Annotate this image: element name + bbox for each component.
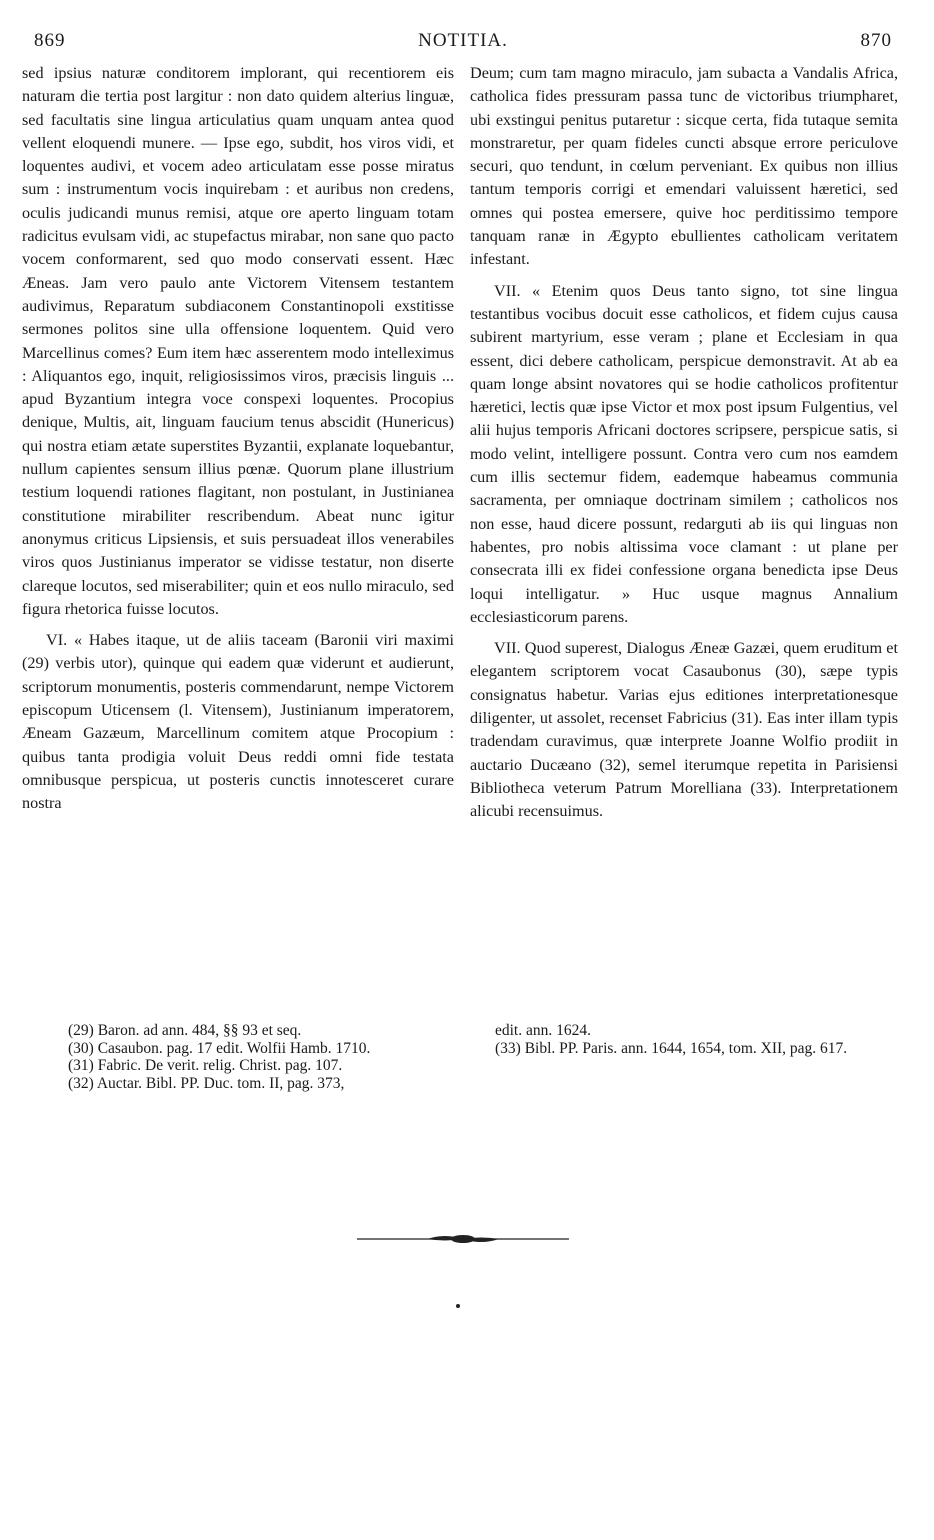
- page-number-left: 869: [34, 30, 66, 51]
- page-header: [34, 30, 892, 60]
- right-column: [470, 62, 898, 832]
- right-paragraph-2: VII. « Etenim quos Deus tanto signo, tot sine lingua testantibus vocibus docuit esse catholicos, et fidem cujus causa subirent martyrium, esse veram ; plane et Ecclesiam in qua essent, dici debere catholicam, perspicue demonstravit. At ab ea quam longe absint novatores qui se hodie catholicos profitentur hæretici, lectis quæ ipse Victor et mox post ipsum Fulgentius, vel alii hujus temporis Africani doctores scripsere, perspicue satis, si modo velint, intelligere possunt. Contra vero cum nos eamdem cum illis sectemur fidem, eademque habeamus communia sacramenta, per omniaque doctrinam similem ; catholicos nos non esse, haud dicere possunt, redarguti ab iis qui linguas non habentes, pro nobis altissima voce clamant : ut plane per consecrata illi ex fidei confessione organa benedicta ipse Deus loqui intelligatur. » Huc usque magnus Annalium ecclesiasticorum parens.: [470, 281, 898, 626]
- footnotes-right: [495, 1022, 900, 1057]
- right-paragraph-1: Deum; cum tam magno miraculo, jam subacta a Vandalis Africa, catholica fides pressuram passa tunc de victoribus triumpharet, ubi exstingui penitus putaretur : sicque certa, fida tutaque semita monstraretur, per quam fideles cuncti absque errore periculove securi, quo tendunt, in cœlum perveniant. Ex quibus non illius tantum temporis corrigi et emendari valuissent hæretici, sed omnes qui postea emersere, quive hoc perditissimo tempore tanquam ranæ in Ægypto ebullientes catholicam veritatem infestant.: [470, 64, 898, 269]
- end-ornament-icon: [357, 1231, 569, 1247]
- left-paragraph-1: sed ipsius naturæ conditorem implorant, qui recentiorem eis naturam die tertia post largitur : non dato quidem alterius linguæ, sed facultatis sine lingua articulatius quam unquam antea quod vellent eloquendi munere. — Ipse ego, subdit, hos viros vidi, et loquentes audivi, et vocem adeo articulatam esse posse miratus sum : instrumentum vocis inquirebam : et auribus non credens, oculis judicandi munus remisi, atque ore aperto linguam totam radicitus evulsam vidi, ac stupefactus mirabar, non sane quo pacto vocem conformarent, sed quo modo conservati essent. Hæc Æneas. Jam vero paulo ante Victorem Vitensem testantem audivimus, Reparatum subdiaconem Constantinopoli exstitisse sermones politos sine ulla offensione loquentem. Quid vero Marcellinus comes? Eum item hæc asserentem modo intelleximus : Aliquantos ego, inquit, religiosissimos viros, præcisis linguis ... apud Byzantium integra voce conspexi loquentes. Procopius denique, Multis, ait, linguam faucium tenus abscidit (Hunericus) qui nostra etiam ætate superstites Byzantii, explanate loquebantur, nullum capientes sensum illius pœnæ. Quorum plane illustrium testium loquendi rationes flagitant, non postulant, in Justinianea constitutione mirabiliter rescribendum. Abeat nunc igitur anonymus criticus Lipsiensis, et suis persuadeat illos venerabiles viros quos Justinianus imperator se vidisse testatur, non diserte clareque locutos, sed miserabiliter; quin et eos nullo miraculo, sed figura rhetorica fuisse locutos.: [22, 64, 454, 618]
- right-paragraph-3: VII. Quod superest, Dialogus Æneæ Gazæi, quem eruditum et elegantem scriptorem vocat Casaubonus (30), sæpe typis consignatus habetur. Varias ejus editiones interpretationesque diligenter, ut assolet, recenset Fabricius (31). Eas inter illam typis tradendam curavimus, quæ interprete Joanne Wolfio prodiit in auctario Ducæano (32), semel iterumque repetita in Parisiensi Bibliotheca veterum Patrum Morelliana (33). Interpretationem alicubi recensuimus.: [470, 639, 898, 821]
- footnote-32: (32) Auctar. Bibl. PP. Duc. tom. II, pag. 373,: [68, 1074, 345, 1092]
- page-number-right: 870: [860, 30, 892, 51]
- footnote-30: (30) Casaubon. pag. 17 edit. Wolfii Hamb. 1710.: [68, 1039, 371, 1057]
- footnote-33: (33) Bibl. PP. Paris. ann. 1644, 1654, tom. XII, pag. 617.: [495, 1039, 848, 1057]
- stray-mark: [456, 1304, 460, 1308]
- footnotes-left: [68, 1022, 468, 1092]
- footnote-32-continued: edit. ann. 1624.: [495, 1022, 591, 1039]
- left-column: [22, 62, 454, 824]
- left-paragraph-2: VI. « Habes itaque, ut de aliis taceam (Baronii viri maximi (29) verbis utor), quinque qui eadem quæ viderunt et audierunt, scriptorum monumentis, posteris commendarunt, nempe Victorem episcopum Uticensem (l. Vitensem), Justinianum imperatorem, Æneam Gazæum, Marcellinum comitem atque Procopium : quibus tanta prodigia voluit Deus reddi omni fide testata omnibusque perspicua, ut posteris cunctis innotesceret curare nostra: [22, 631, 454, 813]
- running-title: NOTITIA.: [418, 30, 508, 51]
- footnote-29: (29) Baron. ad ann. 484, §§ 93 et seq.: [68, 1022, 302, 1039]
- footnote-31: (31) Fabric. De verit. relig. Christ. pag. 107.: [68, 1057, 343, 1074]
